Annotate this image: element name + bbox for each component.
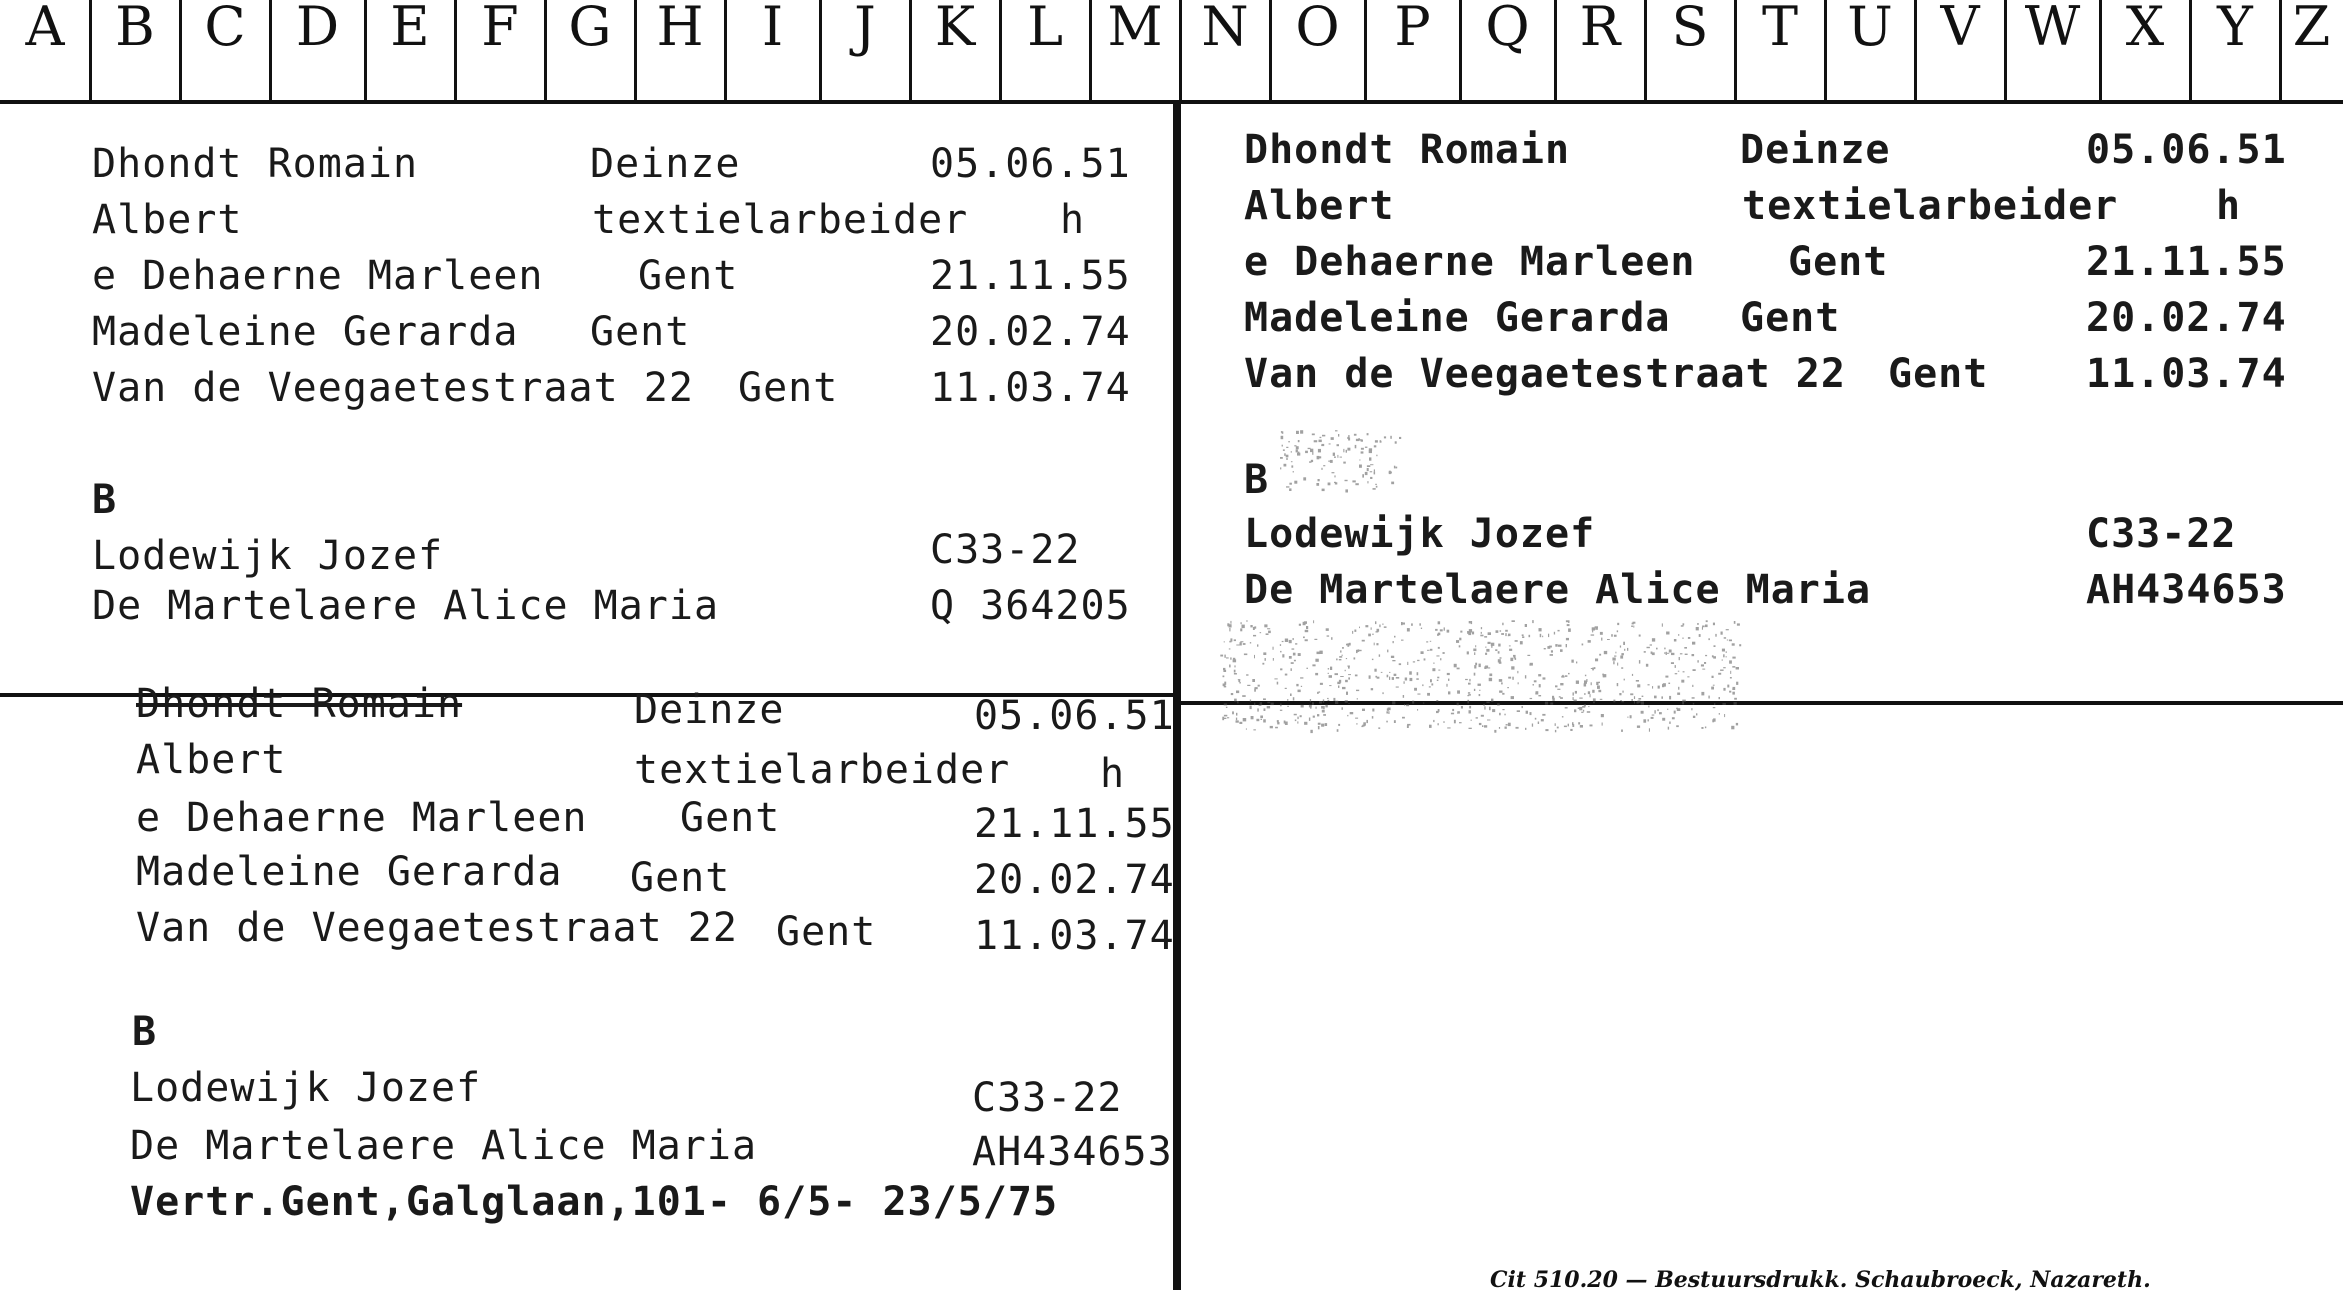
index-tab-n: N xyxy=(1201,0,1249,58)
spouse-birthplace: Gent xyxy=(1788,239,1889,285)
sex: h xyxy=(1060,197,1086,243)
marriage-place: Gent xyxy=(1740,295,1841,341)
spouse-birthplace: Gent xyxy=(680,795,781,841)
index-tab-separator xyxy=(1824,0,1827,102)
index-tab-separator xyxy=(1269,0,1272,102)
index-tab-separator xyxy=(1914,0,1917,102)
spouse-name-continued: Madeleine Gerarda xyxy=(92,309,519,355)
index-tab-s: S xyxy=(1671,0,1709,58)
header-divider xyxy=(0,100,2343,104)
father-name: Lodewijk Jozef xyxy=(1244,511,1596,557)
spouse-name-continued: Madeleine Gerarda xyxy=(1244,295,1671,341)
index-tab-h: H xyxy=(656,0,704,58)
address-date: 11.03.74 xyxy=(2086,351,2287,397)
index-tab-i: I xyxy=(761,0,784,58)
index-tab-k: K xyxy=(934,0,976,58)
index-tab-separator xyxy=(2099,0,2102,102)
address-city: Gent xyxy=(776,909,877,955)
index-tab-f: F xyxy=(481,0,519,58)
index-tab-y: Y xyxy=(2217,0,2253,58)
person-name: Dhondt Romain xyxy=(136,681,463,727)
address: Van de Veegaetestraat 22 xyxy=(92,365,694,411)
index-tab-w: W xyxy=(2024,0,2081,58)
birthplace: Deinze xyxy=(1740,127,1891,173)
mother-id: AH434653 xyxy=(972,1129,1173,1175)
marriage-date: 20.02.74 xyxy=(930,309,1131,355)
mother-name: De Martelaere Alice Maria xyxy=(92,583,720,629)
sex: h xyxy=(1100,751,1126,797)
index-tab-b: B xyxy=(115,0,155,58)
person-name-continued: Albert xyxy=(136,737,287,783)
index-tab-separator xyxy=(1089,0,1092,102)
birth-date: 05.06.51 xyxy=(2086,127,2287,173)
spouse-birth-date: 21.11.55 xyxy=(974,801,1175,847)
birth-date: 05.06.51 xyxy=(974,693,1175,739)
index-tab-separator xyxy=(1644,0,1647,102)
index-tab-separator xyxy=(634,0,637,102)
index-tab-separator xyxy=(819,0,822,102)
marriage-date: 20.02.74 xyxy=(974,857,1175,903)
index-tab-separator xyxy=(1734,0,1737,102)
index-tab-x: X xyxy=(2125,0,2165,58)
alphabet-index-row xyxy=(0,0,2343,100)
birthplace: Deinze xyxy=(590,141,741,187)
departure-note: Vertr.Gent,Galglaan,101- 6/5- 23/5/75 xyxy=(130,1179,1059,1225)
index-tab-j: J xyxy=(854,0,876,58)
index-tab-c: C xyxy=(204,0,246,58)
index-tab-p: P xyxy=(1394,0,1431,58)
mother-id: AH434653 xyxy=(2086,567,2287,613)
index-tab-m: M xyxy=(1107,0,1163,58)
index-tab-q: Q xyxy=(1485,0,1530,58)
father-name: Lodewijk Jozef xyxy=(92,533,444,579)
index-tab-v: V xyxy=(1940,0,1980,58)
spouse-name: e Dehaerne Marleen xyxy=(136,795,588,841)
spouse-birth-date: 21.11.55 xyxy=(2086,239,2287,285)
mother-name: De Martelaere Alice Maria xyxy=(1244,567,1872,613)
profession: textielarbeider xyxy=(592,197,969,243)
section-letter: B xyxy=(92,477,118,523)
address-city: Gent xyxy=(1888,351,1989,397)
index-tab-g: G xyxy=(568,0,612,58)
index-tab-u: U xyxy=(1847,0,1893,58)
birth-date: 05.06.51 xyxy=(930,141,1131,187)
index-tab-separator xyxy=(454,0,457,102)
profession: textielarbeider xyxy=(1742,183,2119,229)
mother-name: De Martelaere Alice Maria xyxy=(130,1123,758,1169)
address-date: 11.03.74 xyxy=(974,913,1175,959)
person-name-continued: Albert xyxy=(1244,183,1395,229)
father-id: C33-22 xyxy=(2086,511,2237,557)
person-name-continued: Albert xyxy=(92,197,243,243)
printer-imprint: Cit 510.20 — Bestuursdrukk. Schaubroeck, Nazareth. xyxy=(1490,1267,2151,1293)
sex: h xyxy=(2216,183,2242,229)
address: Van de Veegaetestraat 22 xyxy=(136,905,738,951)
index-tab-e: E xyxy=(390,0,430,58)
index-tab-separator xyxy=(89,0,92,102)
index-tab-separator xyxy=(1554,0,1557,102)
spouse-birthplace: Gent xyxy=(638,253,739,299)
index-tab-t: T xyxy=(1761,0,1799,58)
index-tab-separator xyxy=(269,0,272,102)
marriage-place: Gent xyxy=(590,309,691,355)
index-tab-z: Z xyxy=(2292,0,2331,58)
spouse-birth-date: 21.11.55 xyxy=(930,253,1131,299)
address: Van de Veegaetestraat 22 xyxy=(1244,351,1846,397)
index-tab-separator xyxy=(909,0,912,102)
index-tab-a: A xyxy=(25,0,65,58)
address-city: Gent xyxy=(738,365,839,411)
spouse-name-continued: Madeleine Gerarda xyxy=(136,849,563,895)
spouse-name: e Dehaerne Marleen xyxy=(1244,239,1696,285)
index-tab-separator xyxy=(364,0,367,102)
mother-id: Q 364205 xyxy=(930,583,1131,629)
index-tab-separator xyxy=(724,0,727,102)
father-name: Lodewijk Jozef xyxy=(130,1065,482,1111)
father-id: C33-22 xyxy=(972,1075,1123,1121)
section-letter: B xyxy=(132,1009,158,1055)
index-tab-separator xyxy=(544,0,547,102)
index-tab-separator xyxy=(1179,0,1182,102)
index-tab-separator xyxy=(2004,0,2007,102)
index-tab-r: R xyxy=(1579,0,1621,58)
index-tab-o: O xyxy=(1295,0,1340,58)
index-tab-l: L xyxy=(1027,0,1063,58)
section-letter: B xyxy=(1244,457,1270,503)
person-name: Dhondt Romain xyxy=(1244,127,1571,173)
index-tab-separator xyxy=(999,0,1002,102)
faded-ink-noise xyxy=(1220,430,1780,750)
index-tab-separator xyxy=(179,0,182,102)
index-tab-d: D xyxy=(295,0,340,58)
profession: textielarbeider xyxy=(634,747,1011,793)
birthplace: Deinze xyxy=(634,687,785,733)
index-tab-separator xyxy=(2279,0,2282,102)
index-tab-separator xyxy=(1459,0,1462,102)
marriage-place: Gent xyxy=(630,855,731,901)
index-tab-separator xyxy=(2189,0,2192,102)
father-id: C33-22 xyxy=(930,527,1081,573)
address-date: 11.03.74 xyxy=(930,365,1131,411)
marriage-date: 20.02.74 xyxy=(2086,295,2287,341)
spouse-name: e Dehaerne Marleen xyxy=(92,253,544,299)
person-name: Dhondt Romain xyxy=(92,141,419,187)
index-tab-separator xyxy=(1364,0,1367,102)
